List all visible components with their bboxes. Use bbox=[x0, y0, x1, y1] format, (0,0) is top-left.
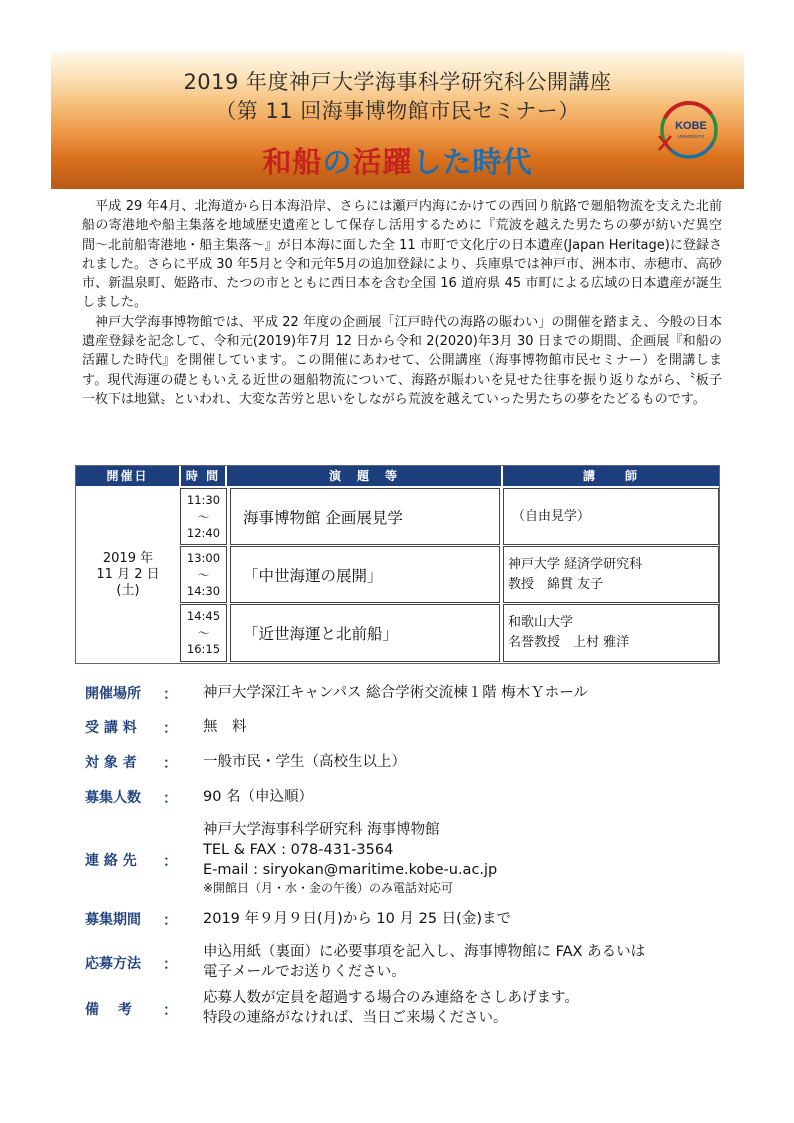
period-label: 募集期間 bbox=[85, 912, 141, 928]
fee-value: 無 料 bbox=[203, 719, 247, 735]
intro-paragraph-2: 神戸大学海事博物館では、平成 22 年度の企画展「江戸時代の海路の賑わい」の開催を踏まえ、今般の日本遺産登録を記念して、令和元(2019)年7月 12 日から令和 2(2020)年3月 30 日までの期間、企画展『和船の活躍した時代』を開催しています。この開催にあわせて、公開講座（海事博物館市民セミナー）を開講します。現代海運の礎ともいえる近世の廻船物流について、海路が賑わいを見せた往事を振り返りながら、〝板子一枚下は地獄〟といわれ、大変な苦労と思いをしながら荒波を越えていった男たちの夢をたどるものです。 bbox=[82, 314, 722, 407]
venue-label: 開催場所 bbox=[85, 686, 141, 702]
logo-text: KOBE bbox=[675, 120, 707, 132]
time-end: 12:40 bbox=[186, 526, 221, 540]
fee-label: 受 講 料 bbox=[85, 720, 137, 736]
method-line1: 申込用紙（裏面）に必要事項を記入し、海事博物館に FAX あるいは bbox=[203, 944, 646, 960]
capacity-colon: ： bbox=[163, 791, 178, 807]
info-capacity bbox=[85, 787, 725, 809]
main-title-part1: 和船 bbox=[262, 145, 323, 179]
date-weekday: (土) bbox=[116, 582, 140, 598]
time-end: 16:15 bbox=[186, 642, 221, 656]
info-contact bbox=[85, 820, 725, 900]
intro-text bbox=[82, 197, 722, 409]
info-venue bbox=[85, 683, 725, 705]
capacity-label: 募集人数 bbox=[85, 790, 141, 806]
contact-line2: TEL & FAX : 078-431-3564 bbox=[203, 842, 394, 858]
main-title-part2: の bbox=[322, 145, 353, 179]
lecturer-line1: 和歌山大学 bbox=[508, 615, 574, 630]
venue-colon: ： bbox=[163, 687, 178, 703]
time-sep: ～ bbox=[197, 567, 210, 582]
date-cell bbox=[76, 486, 180, 663]
table-row-3-topic: 「近世海運と北前船」 bbox=[230, 604, 500, 662]
contact-value bbox=[203, 820, 723, 896]
table-row-2-lecturer bbox=[503, 546, 719, 603]
table-row-3-lecturer bbox=[503, 604, 719, 662]
table-row-2-topic: 「中世海運の展開」 bbox=[230, 546, 500, 603]
date-year: 2019 年 bbox=[102, 550, 154, 566]
info-remarks bbox=[85, 988, 725, 1032]
lecturer-line1: （自由見学） bbox=[512, 508, 591, 524]
target-colon: ： bbox=[163, 756, 178, 772]
time-start: 14:45 bbox=[186, 609, 221, 623]
method-label: 応募方法 bbox=[85, 956, 141, 972]
info-method bbox=[85, 942, 725, 986]
banner-title-line2: （第 11 回海事博物館市民セミナー） bbox=[215, 99, 580, 123]
venue-value: 神戸大学深江キャンパス 総合学術交流棟１階 梅木Ｙホール bbox=[203, 685, 588, 701]
main-title-part5: 時代 bbox=[472, 145, 533, 179]
time-start: 11:30 bbox=[186, 493, 221, 507]
method-line2: 電子メールでお送りください。 bbox=[203, 964, 406, 980]
contact-note: ※開館日（月・水・金の午後）のみ電話対応可 bbox=[203, 881, 454, 895]
main-title-part4: した bbox=[412, 145, 473, 179]
time-sep: ～ bbox=[197, 509, 210, 524]
lecturer-line2: 名誉教授 上村 雅洋 bbox=[508, 635, 630, 650]
contact-email[interactable]: E-mail : siryokan@maritime.kobe-u.ac.jp bbox=[203, 862, 498, 878]
header-time: 時 間 bbox=[181, 466, 225, 486]
remarks-value bbox=[203, 988, 723, 1028]
remarks-colon: ： bbox=[163, 1003, 178, 1019]
capacity-value: 90 名（申込順） bbox=[203, 789, 314, 805]
period-colon: ： bbox=[163, 913, 178, 929]
contact-line1: 神戸大学海事科学研究科 海事博物館 bbox=[203, 822, 440, 838]
time-sep: ～ bbox=[197, 625, 210, 640]
table-row-1-time bbox=[180, 488, 227, 545]
remarks-line1: 応募人数が定員を超過する場合のみ連絡をさしあげます。 bbox=[203, 990, 579, 1006]
table-row-1-topic: 海事博物館 企画展見学 bbox=[230, 488, 500, 545]
schedule-table bbox=[75, 465, 720, 664]
header-topic: 演 題 等 bbox=[227, 466, 501, 486]
remarks-line2: 特段の連絡がなければ、当日ご来場ください。 bbox=[203, 1010, 508, 1026]
lecturer-line2: 教授 綿貫 友子 bbox=[508, 576, 604, 592]
logo-subtext: UNIVERSITY bbox=[677, 134, 705, 139]
table-row-3-time bbox=[180, 604, 227, 662]
header-lecturer: 講 師 bbox=[503, 466, 719, 486]
method-value bbox=[203, 942, 723, 982]
period-value: 2019 年９月９日(月)から 10 月 25 日(金)まで bbox=[203, 911, 511, 927]
fee-colon: ： bbox=[163, 721, 178, 737]
contact-label: 連 絡 先 bbox=[85, 853, 137, 869]
kobe-university-logo bbox=[655, 96, 723, 164]
header-banner bbox=[51, 52, 744, 189]
table-row-2-time bbox=[180, 546, 227, 603]
table-row-1-lecturer bbox=[503, 488, 719, 545]
intro-paragraph-1: 平成 29 年4月、北海道から日本海沿岸、さらには瀬戸内海にかけての西回り航路で廻船物流を支えた北前船の寄港地や船主集落を地域歴史遺産として保存し活用するために『荒波を越えた男たちの夢が紡いだ異空間〜北前船寄港地・船主集落〜』が日本海に面した全 11 市町で文化庁の日本遺産(Japan Heritage)に登録されました。さらに平成 30 年5月と令和元年5月の追加登録により、兵庫県では神戸市、洲本市、赤穂市、高砂市、新温泉町、姫路市、たつの市とともに西日本を含む全国 16 道府県 45 市町による広域の日本遺産が誕生しました。 bbox=[82, 199, 722, 311]
method-colon: ： bbox=[163, 957, 178, 973]
main-title-part3: 活躍 bbox=[352, 145, 413, 179]
lecturer-line1: 神戸大学 経済学研究科 bbox=[508, 556, 643, 572]
date-day: 11 月 2 日 bbox=[96, 566, 160, 582]
time-start: 13:00 bbox=[186, 551, 221, 565]
contact-colon: ： bbox=[163, 854, 178, 870]
info-target bbox=[85, 752, 725, 774]
info-fee bbox=[85, 717, 725, 739]
target-value: 一般市民・学生（高校生以上） bbox=[203, 754, 406, 770]
target-label: 対 象 者 bbox=[85, 755, 137, 771]
header-date: 開催日 bbox=[76, 466, 179, 486]
remarks-label: 備 考 bbox=[85, 1002, 132, 1018]
time-end: 14:30 bbox=[186, 584, 221, 598]
banner-main-title bbox=[51, 140, 744, 181]
banner-title-line1: 2019 年度神戸大学海事科学研究科公開講座 bbox=[183, 70, 612, 94]
info-period bbox=[85, 909, 725, 931]
